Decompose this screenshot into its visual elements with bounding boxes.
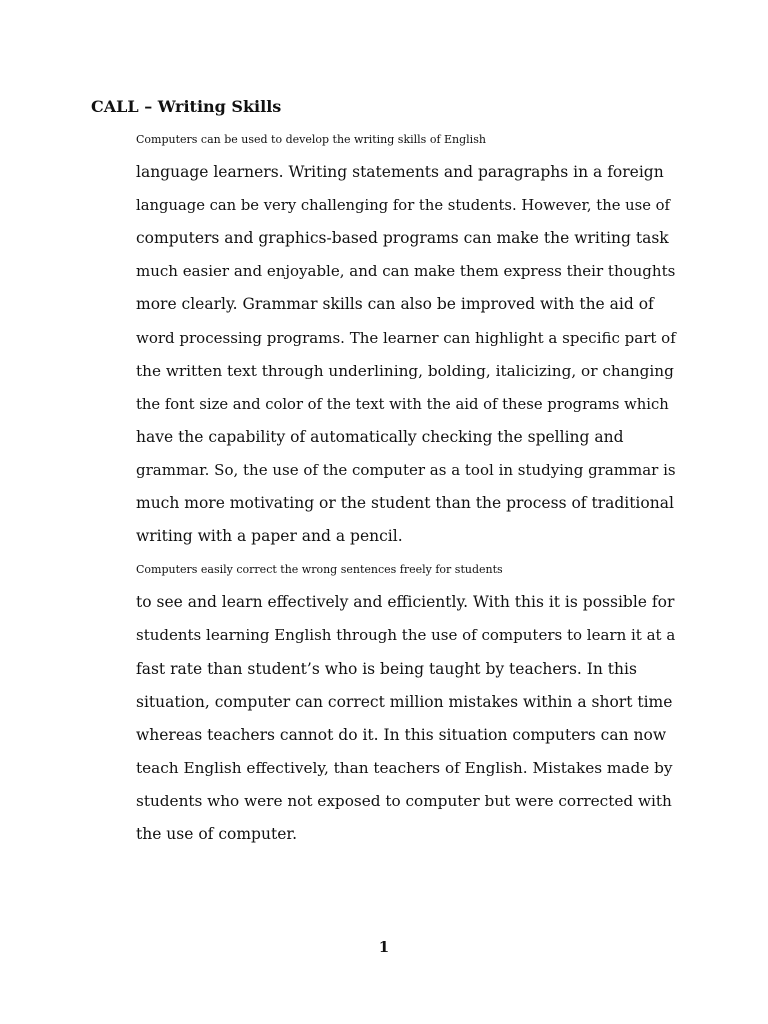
paragraph-1 bbox=[91, 123, 677, 553]
text-line: word processing programs. The learner can highlight a specific part of bbox=[136, 328, 676, 347]
text-line: Computers easily correct the wrong sentences freely for students bbox=[136, 563, 503, 577]
text-line: the use of computer. bbox=[136, 824, 297, 843]
text-line: computers and graphics-based programs can make the writing task bbox=[136, 229, 669, 248]
text-line: teach English effectively, than teachers of English. Mistakes made by bbox=[136, 758, 673, 777]
paragraph-2 bbox=[91, 553, 677, 851]
text-line: language learners. Writing statements and paragraphs in a foreign bbox=[136, 163, 664, 182]
page-number: 1 bbox=[378, 938, 390, 956]
page-title: CALL – Writing Skills bbox=[91, 97, 282, 116]
text-line: whereas teachers cannot do it. In this situation computers can now bbox=[136, 725, 667, 744]
text-line: have the capability of automatically checking the spelling and bbox=[136, 427, 624, 446]
text-line: students learning English through the use of computers to learn it at a bbox=[136, 626, 676, 645]
text-line: much more motivating or the student than the process of traditional bbox=[136, 494, 674, 513]
text-line: the font size and color of the text with the aid of these programs which bbox=[136, 395, 669, 413]
text-line: Computers can be used to develop the writing skills of English bbox=[136, 133, 486, 146]
text-line: grammar. So, the use of the computer as a tool in studying grammar is bbox=[136, 460, 676, 479]
text-line: much easier and enjoyable, and can make them express their thoughts bbox=[136, 262, 676, 281]
text-line: to see and learn effectively and efficiently. With this it is possible for bbox=[136, 593, 675, 612]
text-line: more clearly. Grammar skills can also be improved with the aid of bbox=[136, 295, 654, 314]
text-line: students who were not exposed to computer but were corrected with bbox=[136, 791, 672, 810]
text-line: situation, computer can correct million mistakes within a short time bbox=[136, 692, 673, 711]
document-body bbox=[91, 90, 677, 851]
text-line: writing with a paper and a pencil. bbox=[136, 527, 403, 546]
text-line: language can be very challenging for the students. However, the use of bbox=[136, 197, 670, 215]
text-line: the written text through underlining, bolding, italicizing, or changing bbox=[136, 361, 674, 380]
text-line: fast rate than student’s who is being taught by teachers. In this bbox=[136, 659, 637, 678]
